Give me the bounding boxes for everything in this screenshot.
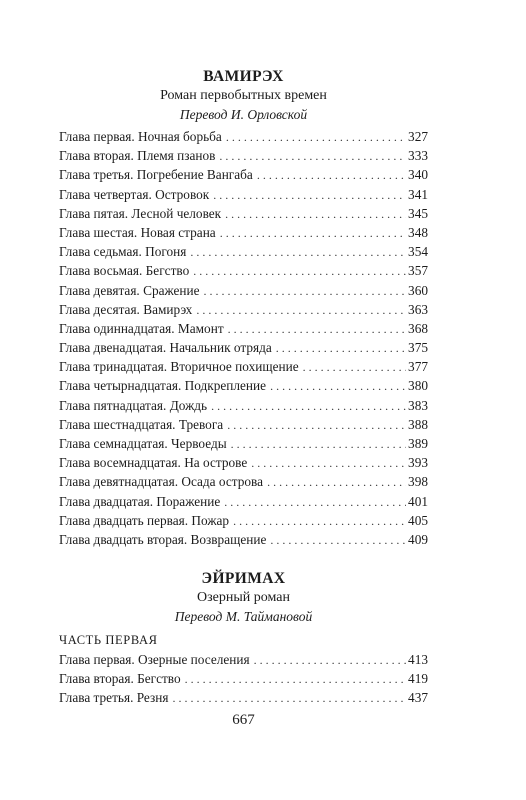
toc-page-number: 333 — [408, 148, 428, 164]
toc-entry-title: Глава третья. Погребение Вангаба — [59, 167, 253, 183]
toc-entry-title: Глава четырнадцатая. Подкрепление — [59, 378, 267, 394]
toc-page-number: 377 — [408, 359, 428, 375]
dot-leader — [224, 493, 406, 512]
toc-entry-title: Глава семнадцатая. Червоеды — [59, 436, 227, 451]
toc-entry-title: Глава третья. Резня — [59, 690, 169, 706]
toc-entry-title: Глава восемнадцатая. На острове — [59, 455, 248, 471]
toc-entry-title: Глава вторая. Племя пзанов — [59, 148, 216, 164]
toc-entry[interactable] — [59, 511, 428, 530]
toc-entry-title: Глава двадцать вторая. Возвращение — [59, 531, 267, 547]
toc-page-number: 327 — [408, 129, 428, 144]
toc-entry-title: Глава двадцать первая. Пожар — [59, 512, 230, 528]
dot-leader — [193, 262, 406, 281]
page-number: 667 — [232, 712, 255, 728]
toc-entry[interactable] — [59, 453, 428, 472]
toc-page-number: 345 — [408, 205, 428, 221]
toc-list-vamireh — [59, 127, 428, 549]
dot-leader — [227, 416, 406, 435]
dot-leader — [220, 224, 406, 243]
dot-leader — [231, 435, 406, 454]
toc-page-number: 380 — [408, 378, 428, 394]
toc-entry[interactable] — [59, 281, 428, 300]
work-translator-vamireh: Перевод И. Орловской — [179, 107, 308, 122]
toc-entry-title: Глава первая. Ночная борьба — [59, 129, 222, 144]
toc-entry[interactable] — [59, 669, 428, 688]
dot-leader — [228, 320, 406, 339]
toc-page-number: 398 — [408, 474, 428, 490]
toc-entry[interactable] — [59, 127, 428, 146]
toc-page-number: 368 — [408, 320, 428, 336]
part-heading: ЧАСТЬ ПЕРВАЯ — [59, 633, 158, 647]
toc-entry-title: Глава двенадцатая. Начальник отряда — [59, 340, 272, 356]
toc-entry[interactable] — [59, 146, 428, 165]
toc-entry[interactable] — [59, 472, 428, 491]
toc-entry[interactable] — [59, 376, 428, 395]
toc-entry[interactable] — [59, 204, 428, 223]
dot-leader — [211, 397, 406, 416]
toc-entry-title: Глава девятнадцатая. Осада острова — [59, 474, 264, 490]
dot-leader — [213, 186, 406, 205]
toc-list-eyrimah — [59, 650, 428, 708]
toc-page-number: 340 — [408, 167, 428, 183]
toc-entry-title: Глава четвертая. Островок — [59, 186, 210, 202]
toc-page-number: 354 — [408, 244, 428, 260]
work-subtitle-vamireh: Роман первобытных времен — [160, 88, 327, 103]
dot-leader — [270, 531, 406, 550]
toc-page-number: 341 — [408, 186, 428, 202]
dot-leader — [190, 243, 406, 262]
toc-page-number: 409 — [408, 531, 428, 547]
dot-leader — [219, 147, 406, 166]
dot-leader — [303, 358, 406, 377]
toc-page-number: 360 — [408, 282, 428, 298]
toc-entry[interactable] — [59, 415, 428, 434]
toc-entry[interactable] — [59, 357, 428, 376]
dot-leader — [204, 282, 407, 301]
toc-entry[interactable] — [59, 165, 428, 184]
toc-entry-title: Глава одиннадцатая. Мамонт — [59, 320, 224, 336]
toc-page-number: 348 — [408, 224, 428, 240]
dot-leader — [226, 128, 406, 147]
toc-entry[interactable] — [59, 261, 428, 280]
toc-page-number: 388 — [408, 416, 428, 432]
dot-leader — [257, 166, 406, 185]
toc-page-number: 375 — [408, 340, 428, 356]
toc-entry-title: Глава пятая. Лесной человек — [59, 205, 222, 221]
toc-entry[interactable] — [59, 242, 428, 261]
toc-entry-title: Глава пятнадцатая. Дождь — [59, 397, 208, 413]
toc-page-number: 405 — [408, 512, 428, 528]
toc-entry-title: Глава тринадцатая. Вторичное похищение — [59, 359, 299, 375]
toc-page-number: 413 — [408, 652, 428, 667]
toc-entry-title: Глава первая. Озерные поселения — [59, 652, 250, 667]
work-translator-eyrimah: Перевод М. Таймановой — [174, 609, 313, 624]
dot-leader — [185, 670, 406, 689]
work-title-eyrimah: ЭЙРИМАХ — [201, 570, 286, 587]
dot-leader — [173, 689, 407, 708]
dot-leader — [196, 301, 406, 320]
book-page — [59, 0, 428, 800]
dot-leader — [276, 339, 406, 358]
dot-leader — [251, 454, 406, 473]
toc-page-number: 389 — [408, 436, 428, 451]
toc-page-number: 363 — [408, 301, 428, 317]
toc-entry[interactable] — [59, 530, 428, 549]
work-subtitle-eyrimah: Озерный роман — [197, 590, 290, 605]
toc-entry[interactable] — [59, 338, 428, 357]
toc-entry-title: Глава двадцатая. Поражение — [59, 493, 221, 509]
dot-leader — [225, 205, 406, 224]
toc-entry-title: Глава десятая. Вамирэх — [59, 301, 193, 317]
toc-page-number: 419 — [408, 671, 428, 687]
toc-page-number: 393 — [408, 455, 428, 471]
toc-entry-title: Глава седьмая. Погоня — [59, 244, 187, 260]
toc-entry[interactable] — [59, 223, 428, 242]
toc-entry[interactable] — [59, 300, 428, 319]
toc-entry-title: Глава восьмая. Бегство — [59, 263, 190, 279]
toc-entry[interactable] — [59, 434, 428, 453]
toc-entry[interactable] — [59, 319, 428, 338]
toc-page-number: 357 — [408, 263, 428, 279]
toc-entry[interactable] — [59, 396, 428, 415]
dot-leader — [233, 512, 406, 531]
toc-entry[interactable] — [59, 688, 428, 707]
dot-leader — [254, 651, 406, 670]
toc-page-number: 383 — [408, 397, 428, 413]
toc-entry[interactable] — [59, 492, 428, 511]
dot-leader — [270, 377, 406, 396]
toc-entry-title: Глава шестая. Новая страна — [59, 224, 216, 240]
toc-entry-title: Глава девятая. Сражение — [59, 282, 200, 298]
toc-entry[interactable] — [59, 650, 428, 669]
toc-entry-title: Глава вторая. Бегство — [59, 671, 181, 687]
toc-entry-title: Глава шестнадцатая. Тревога — [59, 416, 224, 432]
work-title-vamireh: ВАМИРЭХ — [203, 68, 284, 85]
toc-entry[interactable] — [59, 185, 428, 204]
dot-leader — [267, 473, 406, 492]
toc-page-number: 437 — [408, 690, 428, 706]
toc-page-number: 401 — [408, 493, 428, 509]
